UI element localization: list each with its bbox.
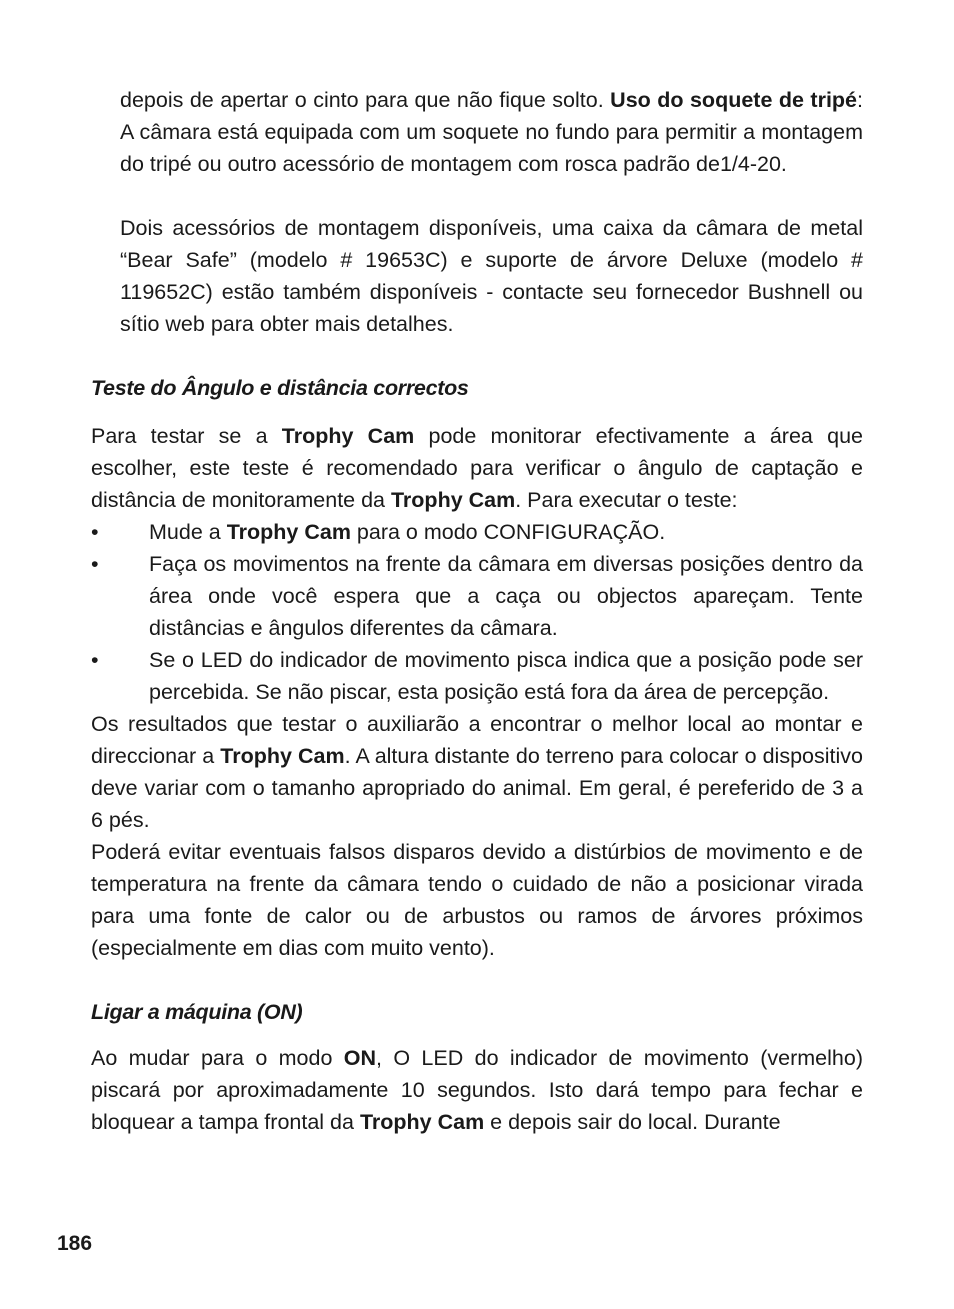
text: Mude a xyxy=(149,520,227,544)
bold-term: Trophy Cam xyxy=(359,1110,485,1134)
text: para o modo xyxy=(350,520,484,544)
bullet-marker: • xyxy=(91,520,99,544)
spacer xyxy=(91,1028,863,1042)
bold-term: CONFIGURAÇÃO xyxy=(483,520,660,544)
page-number: 186 xyxy=(57,1232,93,1255)
bullet-marker: • xyxy=(91,552,99,576)
paragraph-power-on xyxy=(91,1042,863,1138)
list-item xyxy=(91,516,863,548)
bold-term: Uso do soquete de tripé xyxy=(610,88,858,112)
spacer xyxy=(91,180,863,212)
test-steps-list xyxy=(91,516,863,708)
paragraph-test-results xyxy=(91,708,863,836)
paragraph-false-triggers: Poderá evitar eventuais falsos disparos devido a distúrbios de movimento e de temperatura na frente da câmara tendo o cuidado de não a posicionar virada para uma fonte de calor ou de arbustos ou ramos de árvores próximos (especialmente em dias com muito vento). xyxy=(91,840,863,960)
text: Para testar se a xyxy=(91,424,282,448)
paragraph-mounting-accessories: Dois acessórios de montagem disponíveis, uma caixa da câmara de metal “Bear Safe” (modelo # 19653C) e suporte de árvore Deluxe (modelo # 119652C) estão também disponíveis - contacte seu fornecedor Bushnell ou sítio web para obter mais detalhes. xyxy=(120,216,863,336)
text: . Para executar o teste: xyxy=(515,488,738,512)
text: e depois sair do local. Durante xyxy=(484,1110,781,1134)
text: . xyxy=(659,520,666,544)
spacer xyxy=(91,964,863,996)
bold-term: Trophy Cam xyxy=(281,424,415,448)
text: . A altura distante do terreno para colocar o dispositivo deve variar com o tamanho apropriado do animal. Em geral, é pereferido de 3 a 6 pés. xyxy=(91,744,863,832)
bold-term: Trophy Cam xyxy=(220,744,345,768)
section-heading-power-on: Ligar a máquina (ON) xyxy=(91,1000,303,1024)
list-item xyxy=(91,644,863,708)
text: Os resultados que testar o auxiliarão a encontrar o melhor local ao montar e direccionar a xyxy=(91,712,863,768)
text: : A câmara está equipada com um soquete no fundo para permitir a montagem do tripé ou outro acessório de montagem com rosca padrão de1/4-20. xyxy=(120,88,863,176)
text: Se o LED do indicador de movimento pisca indica que a posição pode ser percebida. Se não piscar, esta posição está fora da área de percepção. xyxy=(149,648,863,704)
bullet-marker: • xyxy=(91,648,99,672)
manual-page-content xyxy=(91,84,863,1138)
spacer xyxy=(91,340,863,372)
bold-term: Trophy Cam xyxy=(390,488,516,512)
spacer xyxy=(91,404,863,420)
text: , O LED do indicador de movimento (vermelho) piscará por aproximadamente 10 segundos. Isto dará tempo para fechar e bloquear a tampa frontal da xyxy=(91,1046,863,1134)
section-heading-angle-test: Teste do Ângulo e distância correctos xyxy=(91,376,469,400)
text: depois de apertar o cinto para que não fique solto. xyxy=(120,88,611,112)
list-item xyxy=(91,548,863,644)
paragraph-test-intro xyxy=(91,420,863,516)
bold-term: Trophy Cam xyxy=(226,520,351,544)
text: Faça os movimentos na frente da câmara em diversas posições dentro da área onde você espera que a caça ou objectos apareçam. Tente distâncias e ângulos diferentes da câmara. xyxy=(149,552,863,640)
text: pode monitorar efectivamente a área que escolher, este teste é recomendado para verificar o ângulo de captação e distância de monitoramente da xyxy=(91,424,863,512)
paragraph-tripod-socket xyxy=(91,84,863,180)
text: Ao mudar para o modo xyxy=(91,1046,344,1070)
bold-term: ON xyxy=(343,1046,377,1070)
